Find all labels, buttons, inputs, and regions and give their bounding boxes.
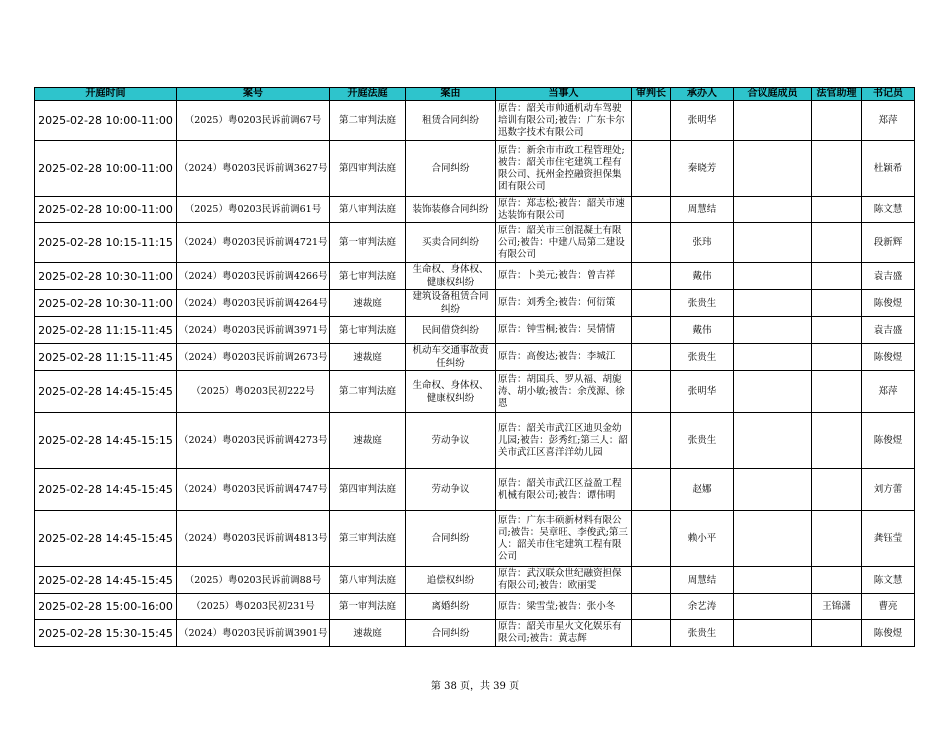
hearing-time-cell: 2025-02-28 14:45-15:45 xyxy=(35,469,177,511)
judge-assistant-cell xyxy=(812,197,862,223)
handler-cell: 赖小平 xyxy=(671,511,734,567)
judge-assistant-cell: 王锦潇 xyxy=(812,594,862,620)
cause-cell: 合同纠纷 xyxy=(406,511,496,567)
hearing-time-cell: 2025-02-28 14:45-15:45 xyxy=(35,567,177,594)
case-number-cell: （2025）粤0203民诉前调67号 xyxy=(177,101,330,141)
hearing-time-cell: 2025-02-28 10:30-11:00 xyxy=(35,290,177,317)
courtroom-cell: 第二审判法庭 xyxy=(330,101,406,141)
panel-members-cell xyxy=(734,371,812,413)
panel-members-cell xyxy=(734,511,812,567)
courtroom-cell: 第四审判法庭 xyxy=(330,141,406,197)
parties-cell: 原告：钟雪桐;被告：吴情情 xyxy=(496,317,632,344)
presiding-judge-cell xyxy=(632,371,671,413)
handler-cell: 张贵生 xyxy=(671,620,734,647)
presiding-judge-cell xyxy=(632,290,671,317)
courtroom-cell: 第四审判法庭 xyxy=(330,469,406,511)
hearing-time-cell: 2025-02-28 10:00-11:00 xyxy=(35,197,177,223)
presiding-judge-cell xyxy=(632,511,671,567)
hearing-time-cell: 2025-02-28 15:30-15:45 xyxy=(35,620,177,647)
judge-assistant-cell xyxy=(812,101,862,141)
table-row xyxy=(35,511,915,567)
parties-cell: 原告：韶关市帅通机动车驾驶培训有限公司;被告：广东卡尔迅数字技术有限公司 xyxy=(496,101,632,141)
table-row xyxy=(35,197,915,223)
clerk-cell: 陈俊煜 xyxy=(862,620,915,647)
panel-members-cell xyxy=(734,469,812,511)
handler-cell: 戴伟 xyxy=(671,263,734,290)
panel-members-cell xyxy=(734,567,812,594)
case-number-cell: （2024）粤0203民诉前调4264号 xyxy=(177,290,330,317)
panel-members-cell xyxy=(734,141,812,197)
clerk-cell: 段新辉 xyxy=(862,223,915,263)
courtroom-cell: 第二审判法庭 xyxy=(330,371,406,413)
header-handler: 承办人 xyxy=(671,88,734,101)
parties-cell: 原告：胡国兵、罗从福、胡旎涛、胡小敏;被告：余茂源、徐恩 xyxy=(496,371,632,413)
case-number-cell: （2024）粤0203民诉前调4813号 xyxy=(177,511,330,567)
cause-cell: 租赁合同纠纷 xyxy=(406,101,496,141)
table-row xyxy=(35,594,915,620)
header-presiding-judge: 审判长 xyxy=(632,88,671,101)
panel-members-cell xyxy=(734,317,812,344)
clerk-cell: 陈俊煜 xyxy=(862,290,915,317)
clerk-cell: 袁吉盛 xyxy=(862,263,915,290)
panel-members-cell xyxy=(734,344,812,371)
cause-cell: 追偿权纠纷 xyxy=(406,567,496,594)
judge-assistant-cell xyxy=(812,371,862,413)
table-header-row xyxy=(35,88,915,101)
courtroom-cell: 第七审判法庭 xyxy=(330,317,406,344)
presiding-judge-cell xyxy=(632,344,671,371)
table-row xyxy=(35,141,915,197)
table-row xyxy=(35,317,915,344)
table-row xyxy=(35,371,915,413)
header-cause: 案由 xyxy=(406,88,496,101)
courtroom-cell: 第一审判法庭 xyxy=(330,223,406,263)
handler-cell: 赵娜 xyxy=(671,469,734,511)
table-row xyxy=(35,567,915,594)
parties-cell: 原告：韶关市武江区益盈工程机械有限公司;被告：谭伟明 xyxy=(496,469,632,511)
panel-members-cell xyxy=(734,101,812,141)
table-row xyxy=(35,290,915,317)
header-clerk: 书记员 xyxy=(862,88,915,101)
courtroom-cell: 第三审判法庭 xyxy=(330,511,406,567)
handler-cell: 张玮 xyxy=(671,223,734,263)
panel-members-cell xyxy=(734,263,812,290)
courtroom-cell: 第八审判法庭 xyxy=(330,197,406,223)
case-number-cell: （2024）粤0203民诉前调4266号 xyxy=(177,263,330,290)
courtroom-cell: 第一审判法庭 xyxy=(330,594,406,620)
judge-assistant-cell xyxy=(812,620,862,647)
case-number-cell: （2024）粤0203民诉前调3627号 xyxy=(177,141,330,197)
parties-cell: 原告：梁雪莹;被告：张小冬 xyxy=(496,594,632,620)
judge-assistant-cell xyxy=(812,290,862,317)
panel-members-cell xyxy=(734,594,812,620)
hearing-time-cell: 2025-02-28 14:45-15:45 xyxy=(35,371,177,413)
cause-cell: 生命权、身体权、健康权纠纷 xyxy=(406,263,496,290)
presiding-judge-cell xyxy=(632,101,671,141)
cause-cell: 合同纠纷 xyxy=(406,141,496,197)
handler-cell: 张贵生 xyxy=(671,344,734,371)
hearing-time-cell: 2025-02-28 14:45-15:15 xyxy=(35,413,177,469)
cause-cell: 劳动争议 xyxy=(406,413,496,469)
hearing-time-cell: 2025-02-28 11:15-11:45 xyxy=(35,344,177,371)
hearing-time-cell: 2025-02-28 14:45-15:45 xyxy=(35,511,177,567)
cause-cell: 离婚纠纷 xyxy=(406,594,496,620)
presiding-judge-cell xyxy=(632,317,671,344)
table-row xyxy=(35,413,915,469)
hearing-time-cell: 2025-02-28 11:15-11:45 xyxy=(35,317,177,344)
case-number-cell: （2024）粤0203民诉前调3901号 xyxy=(177,620,330,647)
panel-members-cell xyxy=(734,290,812,317)
cause-cell: 合同纠纷 xyxy=(406,620,496,647)
parties-cell: 原告：广东丰硕新材料有限公司;被告：吴章旺、李俊武;第三人：韶关市住宅建筑工程有限公司 xyxy=(496,511,632,567)
judge-assistant-cell xyxy=(812,141,862,197)
clerk-cell: 郑萍 xyxy=(862,101,915,141)
parties-cell: 原告：高俊达;被告：李城江 xyxy=(496,344,632,371)
clerk-cell: 杜颖希 xyxy=(862,141,915,197)
table-row xyxy=(35,263,915,290)
case-number-cell: （2024）粤0203民诉前调4721号 xyxy=(177,223,330,263)
hearing-time-cell: 2025-02-28 10:00-11:00 xyxy=(35,101,177,141)
judge-assistant-cell xyxy=(812,567,862,594)
cause-cell: 劳动争议 xyxy=(406,469,496,511)
clerk-cell: 陈俊煜 xyxy=(862,413,915,469)
header-case-number: 案号 xyxy=(177,88,330,101)
case-number-cell: （2024）粤0203民诉前调3971号 xyxy=(177,317,330,344)
judge-assistant-cell xyxy=(812,317,862,344)
courtroom-cell: 速裁庭 xyxy=(330,290,406,317)
panel-members-cell xyxy=(734,223,812,263)
judge-assistant-cell xyxy=(812,344,862,371)
table-body xyxy=(35,101,915,647)
case-number-cell: （2025）粤0203民初231号 xyxy=(177,594,330,620)
parties-cell: 原告：卜美元;被告：曾吉祥 xyxy=(496,263,632,290)
clerk-cell: 龚钰莹 xyxy=(862,511,915,567)
clerk-cell: 郑萍 xyxy=(862,371,915,413)
handler-cell: 张明华 xyxy=(671,371,734,413)
courtroom-cell: 第七审判法庭 xyxy=(330,263,406,290)
courtroom-cell: 速裁庭 xyxy=(330,344,406,371)
judge-assistant-cell xyxy=(812,511,862,567)
clerk-cell: 袁吉盛 xyxy=(862,317,915,344)
case-number-cell: （2025）粤0203民诉前调61号 xyxy=(177,197,330,223)
panel-members-cell xyxy=(734,197,812,223)
panel-members-cell xyxy=(734,413,812,469)
parties-cell: 原告：韶关市三创混凝土有限公司;被告：中建八局第二建设有限公司 xyxy=(496,223,632,263)
handler-cell: 周慧结 xyxy=(671,567,734,594)
parties-cell: 原告：新余市市政工程管理处;被告：韶关市住宅建筑工程有限公司、抚州金控融资担保集团有限公司 xyxy=(496,141,632,197)
presiding-judge-cell xyxy=(632,413,671,469)
header-parties: 当事人 xyxy=(496,88,632,101)
clerk-cell: 陈文慧 xyxy=(862,197,915,223)
judge-assistant-cell xyxy=(812,469,862,511)
parties-cell: 原告：郑志松;被告：韶关市速达装饰有限公司 xyxy=(496,197,632,223)
hearing-schedule-table xyxy=(34,87,915,647)
cause-cell: 装饰装修合同纠纷 xyxy=(406,197,496,223)
parties-cell: 原告：武汉联众世纪融资担保有限公司;被告：欧丽雯 xyxy=(496,567,632,594)
presiding-judge-cell xyxy=(632,223,671,263)
clerk-cell: 陈文慧 xyxy=(862,567,915,594)
hearing-time-cell: 2025-02-28 10:15-11:15 xyxy=(35,223,177,263)
header-hearing-time: 开庭时间 xyxy=(35,88,177,101)
courtroom-cell: 第八审判法庭 xyxy=(330,567,406,594)
hearing-time-cell: 2025-02-28 15:00-16:00 xyxy=(35,594,177,620)
parties-cell: 原告：刘秀全;被告：何衍策 xyxy=(496,290,632,317)
clerk-cell: 曹亮 xyxy=(862,594,915,620)
handler-cell: 秦晓芳 xyxy=(671,141,734,197)
hearing-time-cell: 2025-02-28 10:00-11:00 xyxy=(35,141,177,197)
handler-cell: 周慧结 xyxy=(671,197,734,223)
judge-assistant-cell xyxy=(812,413,862,469)
judge-assistant-cell xyxy=(812,263,862,290)
presiding-judge-cell xyxy=(632,620,671,647)
table-row xyxy=(35,223,915,263)
table-row xyxy=(35,344,915,371)
table-row xyxy=(35,469,915,511)
presiding-judge-cell xyxy=(632,141,671,197)
cause-cell: 民间借贷纠纷 xyxy=(406,317,496,344)
presiding-judge-cell xyxy=(632,594,671,620)
clerk-cell: 陈俊煜 xyxy=(862,344,915,371)
cause-cell: 买卖合同纠纷 xyxy=(406,223,496,263)
presiding-judge-cell xyxy=(632,197,671,223)
judge-assistant-cell xyxy=(812,223,862,263)
clerk-cell: 刘方蕾 xyxy=(862,469,915,511)
panel-members-cell xyxy=(734,620,812,647)
case-number-cell: （2025）粤0203民诉前调88号 xyxy=(177,567,330,594)
case-number-cell: （2024）粤0203民诉前调4747号 xyxy=(177,469,330,511)
presiding-judge-cell xyxy=(632,469,671,511)
table-row xyxy=(35,101,915,141)
case-number-cell: （2024）粤0203民诉前调2673号 xyxy=(177,344,330,371)
handler-cell: 张明华 xyxy=(671,101,734,141)
case-number-cell: （2025）粤0203民初222号 xyxy=(177,371,330,413)
handler-cell: 余艺涛 xyxy=(671,594,734,620)
hearing-time-cell: 2025-02-28 10:30-11:00 xyxy=(35,263,177,290)
courtroom-cell: 速裁庭 xyxy=(330,620,406,647)
page-footer: 第 38 页，共 39 页 xyxy=(430,681,520,692)
cause-cell: 建筑设备租赁合同纠纷 xyxy=(406,290,496,317)
parties-cell: 原告：韶关市星火文化娱乐有限公司;被告：黄志辉 xyxy=(496,620,632,647)
handler-cell: 戴伟 xyxy=(671,317,734,344)
handler-cell: 张贵生 xyxy=(671,413,734,469)
table-row xyxy=(35,620,915,647)
handler-cell: 张贵生 xyxy=(671,290,734,317)
header-courtroom: 开庭法庭 xyxy=(330,88,406,101)
case-number-cell: （2024）粤0203民诉前调4273号 xyxy=(177,413,330,469)
presiding-judge-cell xyxy=(632,567,671,594)
presiding-judge-cell xyxy=(632,263,671,290)
courtroom-cell: 速裁庭 xyxy=(330,413,406,469)
header-judge-assistant: 法官助理 xyxy=(812,88,862,101)
cause-cell: 生命权、身体权、健康权纠纷 xyxy=(406,371,496,413)
parties-cell: 原告：韶关市武江区迪贝金幼儿园;被告：彭秀红;第三人：韶关市武江区喜洋洋幼儿园 xyxy=(496,413,632,469)
header-panel-members: 合议庭成员 xyxy=(734,88,812,101)
cause-cell: 机动车交通事故责任纠纷 xyxy=(406,344,496,371)
